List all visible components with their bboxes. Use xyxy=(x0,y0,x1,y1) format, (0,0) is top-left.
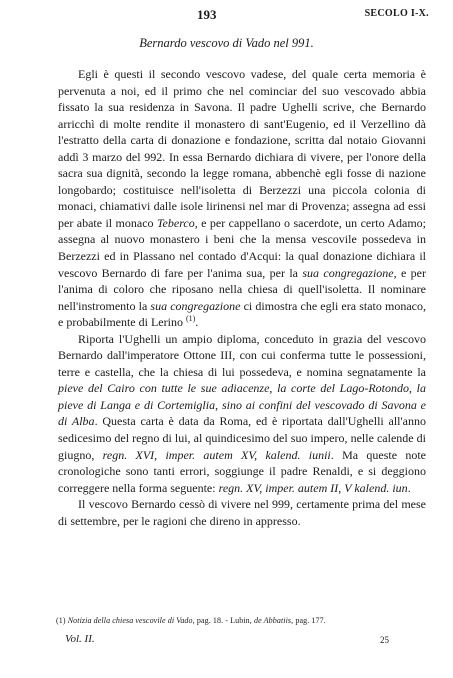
italic-run: sua congregazione xyxy=(150,298,241,313)
paragraph-1 xyxy=(58,66,426,331)
footnote xyxy=(56,616,326,625)
text-run: . xyxy=(195,315,199,330)
sheet-number: 25 xyxy=(380,635,389,645)
italic-run: sino ai confini del vescovado di Savona e di Alba xyxy=(58,397,426,429)
paragraph-3: Il vescovo Bernardo cessò di vivere nel 999, certamente prima del mese di settembre, per le ragioni che direno in appresso. xyxy=(58,497,426,528)
footnote-source: de Abbatiis xyxy=(253,616,292,625)
footnote-reference[interactable]: (1) xyxy=(185,314,196,324)
text-run: ci dimostra che egli era stato monaco, e probabilmente di Lerino xyxy=(58,298,426,330)
text-run: , e per l'anima di coloro che riposano nella chiesa di quell'isoletta. Il nominare nell'instromento la xyxy=(58,265,426,313)
section-header: SECOLO I-X. xyxy=(364,8,429,19)
text-run: , e per cappellano o sacerdote, un certo Adamo; assegna al nuovo monastero i beni che la mensa vescovile possedeva in Berzezzi ed in Plassano nel contado d'Acqui: la qual donazione dichiara il vescovo Bernardo di fare per l'anima sua, per la xyxy=(58,215,426,280)
paragraph-2 xyxy=(58,331,426,496)
italic-run: la pieve di Langa e di Cortemiglia xyxy=(58,381,427,412)
text-run: . Questa carta è data da Roma, ed è riportata dall'Ughelli all'anno sedicesimo del regno di lui, al quindicesimo del suo impero, nelle calende di giugno, xyxy=(58,414,426,462)
text-run: , xyxy=(409,381,417,396)
page-number: 193 xyxy=(197,7,217,22)
text-run: . Ma queste note cronologiche sono tanti errori, soggiunge il padre Renaldi, e si deggiono correggere nella forma seguente: xyxy=(58,447,426,495)
text-run: Riporta l'Ughelli un ampio diploma, conceduto in grazia del vescovo Bernardo dall'imperatore Ottone III, con cui conferma tutte le possessioni, terre e castella, che la chiesa di lui possedeva, e nomina segnatamente la xyxy=(58,331,426,379)
text-run: , xyxy=(215,397,222,412)
text-run: , xyxy=(269,381,278,396)
body-text xyxy=(58,66,426,529)
italic-run: regn. XV, imper. autem II, V kalend. iun xyxy=(218,480,408,495)
footnote-source: Notizia della chiesa vescovile di Vado xyxy=(67,616,193,625)
italic-run: regn. XVI, imper. autem XV, kalend. iunii xyxy=(102,447,331,462)
chapter-title: Bernardo vescovo di Vado nel 991. xyxy=(139,36,314,50)
italic-run: pieve del Cairo con tutte le sue adiacenze xyxy=(58,381,270,396)
italic-run: Teberco xyxy=(156,215,195,230)
text-run: . xyxy=(407,480,411,495)
text-run: Egli è questi il secondo vescovo vadese, del quale certa memoria è pervenuta a noi, ed il primo che nel cominciar del suo vescovado abbia fissato la sua residenza in Savona. Il padre Ughelli scrive, che Bernardo arricchì di molte rendite il monastero di sant'Eugenio, ed il Verzellino dà l'estratto della carta di donazione e fondazione, scritta dal notaio Giovanni addì 3 marzo del 992. In essa Bernardo dichiara di vivere, per l'onore della sacra sua dignità, secondo la legge romana, abbenchè egli fosse di nazione longobardo; costituisce nell'isoletta di Berzezzi una piccola colonia di monaci, chiamativi dalle isole lirinensi nel mar di Provenza; assegna ad essi per abate il monaco xyxy=(58,67,426,230)
footnote-mark: (1) xyxy=(56,616,66,625)
footnote-text: , pag. 177. xyxy=(291,616,326,625)
italic-run: la corte del Lago-Rotondo xyxy=(277,381,410,396)
footnote-text: , pag. 18. - Lubin, xyxy=(192,616,254,625)
volume-signature: Vol. II. xyxy=(65,633,95,645)
italic-run: sua congregazione xyxy=(302,265,394,280)
